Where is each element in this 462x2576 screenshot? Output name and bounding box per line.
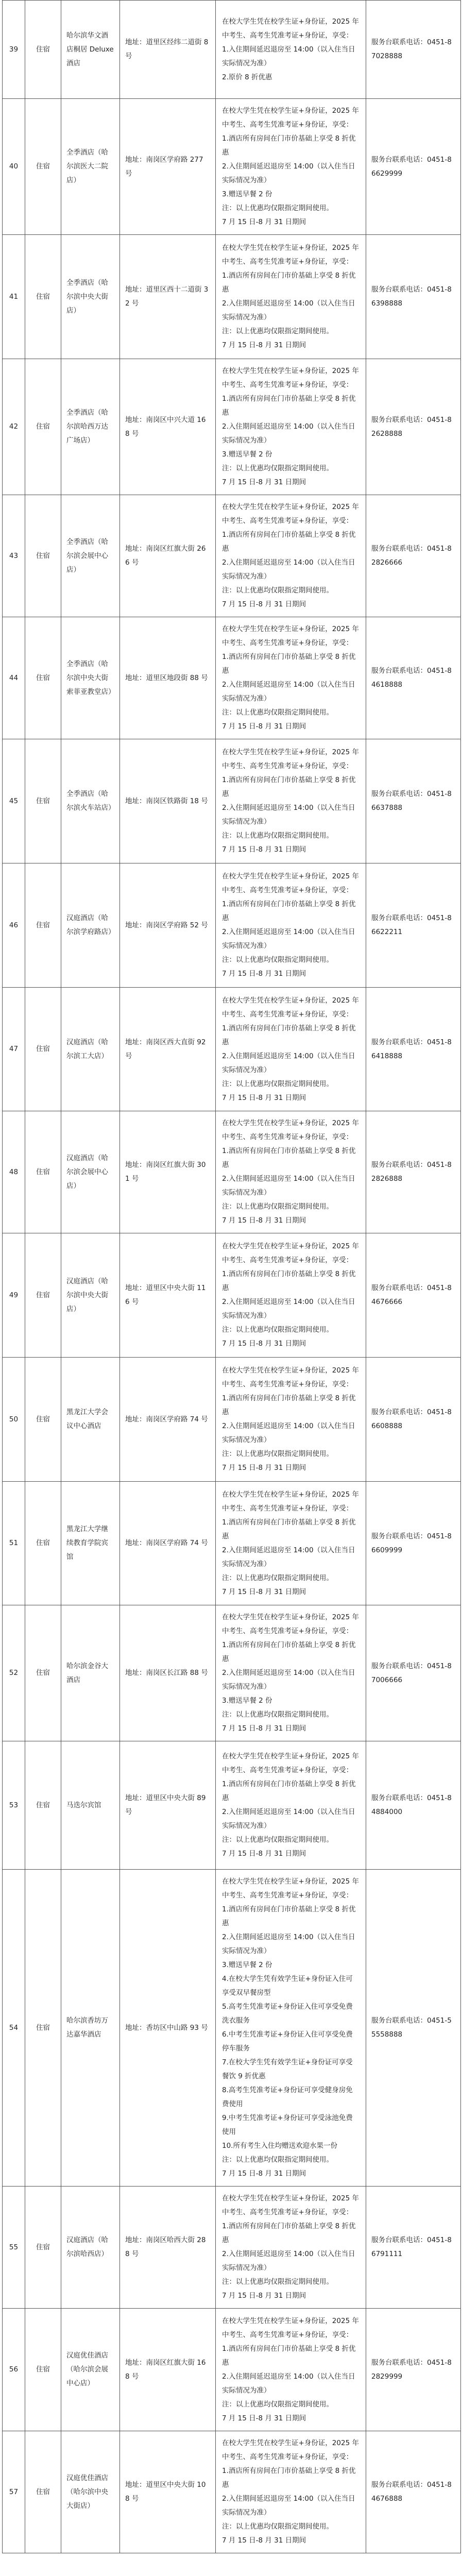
phone-cell: 服务台联系电话：0451-86609999	[366, 1482, 461, 1605]
table-row	[3, 1111, 461, 1233]
policy-cell: 在校大学生凭在校学生证+身份证，2025 年中考生、高考生凭准考证+身份证，享受： 1.酒店所有房间在门市价基础上享受 8 折优惠 2.入住期间延迟退房至 14:00（以入住当日实际情况为准） 注：以上优惠均仅限指定期间使用。 7 月 15 日-8 月 31 日期间	[216, 1111, 366, 1233]
policy-cell: 在校大学生凭在校学生证+身份证，2025 年中考生、高考生凭准考证+身份证，享受： 1.酒店所有房间在门市价基础上享受 8 折优惠 2.入住期间延迟退房至 14:00（以入住当日实际情况为准） 注：以上优惠均仅限指定期间使用。 7 月 15 日-8 月 31 日期间	[216, 1741, 366, 1870]
policy-cell: 在校大学生凭在校学生证+身份证，2025 年中考生、高考生凭准考证+身份证，享受： 1.酒店所有房间在门市价基础上享受 8 折优惠 2.入住期间延迟退房至 14:00（以入住当日实际情况为准） 3.赠送早餐 2 份 4.在校大学生凭有效学生证+身份证入住可享受双早餐房型 5.高考生凭准考证+身份证入住可享受免费洗衣服务 6.中考生凭准考证+身份证入住可享受免费停车服务 7.在校大学生凭有效学生证+身份证可享受餐饮 9 折优惠 8.高考生凭准考证+身份证可享受健身房免费使用 9.中考生凭准考证+身份证可享受泳池免费使用 10.所有考生入住均赠送欢迎水果一份 注：以上优惠均仅限指定期间使用。 7 月 15 日-8 月 31 日期间	[216, 1870, 366, 2187]
category-cell: 住宿	[25, 2309, 61, 2431]
row-number: 48	[3, 1111, 25, 1233]
hotel-name-cell: 全季酒店（哈尔滨火车站店）	[61, 739, 120, 863]
phone-cell: 服务台联系电话：0451-82826666	[366, 495, 461, 617]
table-row	[3, 235, 461, 359]
category-cell: 住宿	[25, 1, 61, 99]
category-cell: 住宿	[25, 235, 61, 359]
hotel-discount-table	[2, 0, 461, 2553]
address-cell: 地址：道里区地段街 88 号	[120, 617, 216, 739]
hotel-name-cell: 全季酒店（哈尔滨会展中心店）	[61, 495, 120, 617]
policy-cell: 在校大学生凭在校学生证+身份证，2025 年中考生、高考生凭准考证+身份证，享受： 1.酒店所有房间在门市价基础上享受 8 折优惠 2.入住期间延迟退房至 14:00（以入住当日实际情况为准） 注：以上优惠均仅限指定期间使用。 7 月 15 日-8 月 31 日期间	[216, 617, 366, 739]
phone-cell: 服务台联系电话：0451-87006666	[366, 1605, 461, 1741]
row-number: 56	[3, 2309, 25, 2431]
category-cell: 住宿	[25, 1870, 61, 2187]
address-cell: 地址：道里区中央大街 89 号	[120, 1741, 216, 1870]
hotel-name-cell: 哈尔滨华文酒店桐居 Deluxe 酒店	[61, 1, 120, 99]
hotel-name-cell: 马迭尔宾馆	[61, 1741, 120, 1870]
address-cell: 地址：香坊区中山路 93 号	[120, 1870, 216, 2187]
address-cell: 地址：道里区经纬二道街 8 号	[120, 1, 216, 99]
row-number: 52	[3, 1605, 25, 1741]
table-row	[3, 739, 461, 863]
category-cell: 住宿	[25, 99, 61, 235]
phone-cell: 服务台联系电话：0451-87028888	[366, 1, 461, 99]
row-number: 40	[3, 99, 25, 235]
policy-cell: 在校大学生凭在校学生证+身份证，2025 年中考生、高考生凭准考证+身份证，享受： 1.酒店所有房间在门市价基础上享受 8 折优惠 2.入住期间延迟退房至 14:00（以入住当日实际情况为准） 注：以上优惠均仅限指定期间使用。 7 月 15 日-8 月 31 日期间	[216, 2187, 366, 2309]
category-cell: 住宿	[25, 863, 61, 988]
table-row	[3, 863, 461, 988]
table-row	[3, 1870, 461, 2187]
phone-cell: 服务台联系电话：0451-82826888	[366, 1111, 461, 1233]
hotel-name-cell: 汉庭酒店（哈尔滨中央大街店）	[61, 1233, 120, 1358]
row-number: 54	[3, 1870, 25, 2187]
policy-cell: 在校大学生凭在校学生证+身份证，2025 年中考生、高考生凭准考证+身份证，享受： 1.酒店所有房间在门市价基础上享受 8 折优惠 2.入住期间延迟退房至 14:00（以入住当日实际情况为准） 注：以上优惠均仅限指定期间使用。 7 月 15 日-8 月 31 日期间	[216, 988, 366, 1111]
hotel-name-cell: 汉庭优佳酒店（哈尔滨中央大街店）	[61, 2431, 120, 2553]
address-cell: 地址：南岗区学府路 277 号	[120, 99, 216, 235]
hotel-name-cell: 汉庭酒店（哈尔滨会展中心店）	[61, 1111, 120, 1233]
row-number: 57	[3, 2431, 25, 2553]
row-number: 42	[3, 359, 25, 495]
row-number: 46	[3, 863, 25, 988]
phone-cell: 服务台联系电话：0451-84676888	[366, 2431, 461, 2553]
address-cell: 地址：南岗区中兴大道 168 号	[120, 359, 216, 495]
hotel-name-cell: 全季酒店（哈尔滨医大二院店）	[61, 99, 120, 235]
hotel-name-cell: 汉庭酒店（哈尔滨哈西店）	[61, 2187, 120, 2309]
phone-cell: 服务台联系电话：0451-84676666	[366, 1233, 461, 1358]
address-cell: 地址：南岗区哈西大街 288 号	[120, 2187, 216, 2309]
phone-cell: 服务台联系电话：0451-86629999	[366, 99, 461, 235]
row-number: 50	[3, 1358, 25, 1482]
hotel-name-cell: 全季酒店（哈尔滨中央大街索菲亚教堂店）	[61, 617, 120, 739]
policy-cell: 在校大学生凭在校学生证+身份证，2025 年中考生、高考生凭准考证+身份证，享受： 1.酒店所有房间在门市价基础上享受 8 折优惠 2.入住期间延迟退房至 14:00（以入住当日实际情况为准） 注：以上优惠均仅限指定期间使用。 7 月 15 日-8 月 31 日期间	[216, 2431, 366, 2553]
table-row	[3, 2431, 461, 2553]
phone-cell: 服务台联系电话：0451-84618888	[366, 617, 461, 739]
row-number: 49	[3, 1233, 25, 1358]
policy-cell: 在校大学生凭在校学生证+身份证，2025 年中考生、高考生凭准考证+身份证，享受： 1.酒店所有房间在门市价基础上享受 8 折优惠 2.入住期间延迟退房至 14:00（以入住当日实际情况为准） 3.赠送早餐 2 份 注：以上优惠均仅限指定期间使用。 7 月 15 日-8 月 31 日期间	[216, 1605, 366, 1741]
category-cell: 住宿	[25, 739, 61, 863]
table-row	[3, 2187, 461, 2309]
phone-cell: 服务台联系电话：0451-86398888	[366, 235, 461, 359]
hotel-name-cell: 全季酒店（哈尔滨哈西万达广场店）	[61, 359, 120, 495]
address-cell: 地址：南岗区西大直街 92 号	[120, 988, 216, 1111]
category-cell: 住宿	[25, 1741, 61, 1870]
table-row	[3, 1741, 461, 1870]
table-row	[3, 495, 461, 617]
table-row	[3, 1482, 461, 1605]
category-cell: 住宿	[25, 1482, 61, 1605]
phone-cell: 服务台联系电话：0451-82628888	[366, 359, 461, 495]
policy-cell: 在校大学生凭在校学生证+身份证，2025 年中考生、高考生凭准考证+身份证，享受： 1.酒店所有房间在门市价基础上享受 8 折优惠 2.入住期间延迟退房至 14:00（以入住当日实际情况为准） 注：以上优惠均仅限指定期间使用。 7 月 15 日-8 月 31 日期间	[216, 739, 366, 863]
policy-cell: 在校大学生凭在校学生证+身份证，2025 年中考生、高考生凭准考证+身份证，享受： 1.酒店所有房间在门市价基础上享受 8 折优惠 2.入住期间延迟退房至 14:00（以入住当日实际情况为准） 3.赠送早餐 2 份 注：以上优惠均仅限指定期间使用。 7 月 15 日-8 月 31 日期间	[216, 99, 366, 235]
address-cell: 地址：南岗区学府路 74 号	[120, 1482, 216, 1605]
category-cell: 住宿	[25, 1233, 61, 1358]
category-cell: 住宿	[25, 359, 61, 495]
address-cell: 地址：南岗区长江路 88 号	[120, 1605, 216, 1741]
table-row	[3, 359, 461, 495]
row-number: 39	[3, 1, 25, 99]
table-row	[3, 1233, 461, 1358]
policy-cell: 在校大学生凭在校学生证+身份证，2025 年中考生、高考生凭准考证+身份证，享受： 1.酒店所有房间在门市价基础上享受 8 折优惠 2.入住期间延迟退房至 14:00（以入住当日实际情况为准） 3.赠送早餐 2 份 注：以上优惠均仅限指定期间使用。 7 月 15 日-8 月 31 日期间	[216, 359, 366, 495]
category-cell: 住宿	[25, 1111, 61, 1233]
address-cell: 地址：南岗区学府路 52 号	[120, 863, 216, 988]
table-row	[3, 1358, 461, 1482]
row-number: 55	[3, 2187, 25, 2309]
address-cell: 地址：南岗区红旗大街 266 号	[120, 495, 216, 617]
hotel-name-cell: 黑龙江大学继续教育学院宾馆	[61, 1482, 120, 1605]
hotel-name-cell: 哈尔滨金谷大酒店	[61, 1605, 120, 1741]
table-body	[3, 1, 461, 2553]
phone-cell: 服务台联系电话：0451-82829999	[366, 2309, 461, 2431]
address-cell: 地址：南岗区红旗大街 301 号	[120, 1111, 216, 1233]
row-number: 45	[3, 739, 25, 863]
row-number: 51	[3, 1482, 25, 1605]
category-cell: 住宿	[25, 988, 61, 1111]
policy-cell: 在校大学生凭在校学生证+身份证，2025 年中考生、高考生凭准考证+身份证，享受： 1.酒店所有房间在门市价基础上享受 8 折优惠 2.入住期间延迟退房至 14:00（以入住当日实际情况为准） 注：以上优惠均仅限指定期间使用。 7 月 15 日-8 月 31 日期间	[216, 1482, 366, 1605]
table-row	[3, 2309, 461, 2431]
hotel-name-cell: 汉庭酒店（哈尔滨学府路店）	[61, 863, 120, 988]
table-row	[3, 617, 461, 739]
address-cell: 地址：南岗区铁路街 18 号	[120, 739, 216, 863]
row-number: 41	[3, 235, 25, 359]
hotel-name-cell: 黑龙江大学会议中心酒店	[61, 1358, 120, 1482]
category-cell: 住宿	[25, 1605, 61, 1741]
phone-cell: 服务台联系电话：0451-86608888	[366, 1358, 461, 1482]
hotel-name-cell: 汉庭酒店（哈尔滨工大店）	[61, 988, 120, 1111]
table-row	[3, 988, 461, 1111]
policy-cell: 在校大学生凭在校学生证+身份证，2025 年中考生、高考生凭准考证+身份证，享受： 1.酒店所有房间在门市价基础上享受 8 折优惠 2.入住期间延迟退房至 14:00（以入住当日实际情况为准） 注：以上优惠均仅限指定期间使用。 7 月 15 日-8 月 31 日期间	[216, 1233, 366, 1358]
address-cell: 地址：南岗区学府路 74 号	[120, 1358, 216, 1482]
row-number: 44	[3, 617, 25, 739]
hotel-name-cell: 哈尔滨香坊万达嘉华酒店	[61, 1870, 120, 2187]
policy-cell: 在校大学生凭在校学生证+身份证，2025 年中考生、高考生凭准考证+身份证，享受： 1.酒店所有房间在门市价基础上享受 8 折优惠 2.入住期间延迟退房至 14:00（以入住当日实际情况为准） 注：以上优惠均仅限指定期间使用。 7 月 15 日-8 月 31 日期间	[216, 2309, 366, 2431]
policy-cell: 在校大学生凭在校学生证+身份证，2025 年中考生、高考生凭准考证+身份证，享受： 1.酒店所有房间在门市价基础上享受 8 折优惠 2.入住期间延迟退房至 14:00（以入住当日实际情况为准） 注：以上优惠均仅限指定期间使用。 7 月 15 日-8 月 31 日期间	[216, 863, 366, 988]
table-row	[3, 1605, 461, 1741]
address-cell: 地址：道里区中央大街 108 号	[120, 2431, 216, 2553]
policy-cell: 在校大学生凭在校学生证+身份证，2025 年中考生、高考生凭准考证+身份证，享受： 1.酒店所有房间在门市价基础上享受 8 折优惠 2.入住期间延迟退房至 14:00（以入住当日实际情况为准） 注：以上优惠均仅限指定期间使用。 7 月 15 日-8 月 31 日期间	[216, 1358, 366, 1482]
policy-cell: 在校大学生凭在校学生证+身份证，2025 年中考生、高考生凭准考证+身份证，享受： 1.酒店所有房间在门市价基础上享受 8 折优惠 2.入住期间延迟退房至 14:00（以入住当日实际情况为准） 注：以上优惠均仅限指定期间使用。 7 月 15 日-8 月 31 日期间	[216, 235, 366, 359]
address-cell: 地址：道里区西十二道街 32 号	[120, 235, 216, 359]
phone-cell: 服务台联系电话：0451-55558888	[366, 1870, 461, 2187]
policy-cell: 在校大学生凭在校学生证+身份证，2025 年中考生、高考生凭准考证+身份证，享受： 1.酒店所有房间在门市价基础上享受 8 折优惠 2.入住期间延迟退房至 14:00（以入住当日实际情况为准） 注：以上优惠均仅限指定期间使用。 7 月 15 日-8 月 31 日期间	[216, 495, 366, 617]
category-cell: 住宿	[25, 1358, 61, 1482]
row-number: 43	[3, 495, 25, 617]
hotel-name-cell: 汉庭优佳酒店（哈尔滨会展中心店）	[61, 2309, 120, 2431]
category-cell: 住宿	[25, 2431, 61, 2553]
address-cell: 地址：南岗区红旗大街 168 号	[120, 2309, 216, 2431]
category-cell: 住宿	[25, 617, 61, 739]
category-cell: 住宿	[25, 2187, 61, 2309]
phone-cell: 服务台联系电话：0451-84884000	[366, 1741, 461, 1870]
category-cell: 住宿	[25, 495, 61, 617]
row-number: 53	[3, 1741, 25, 1870]
phone-cell: 服务台联系电话：0451-86622211	[366, 863, 461, 988]
phone-cell: 服务台联系电话：0451-86637888	[366, 739, 461, 863]
table-row	[3, 1, 461, 99]
address-cell: 地址：道里区中央大街 116 号	[120, 1233, 216, 1358]
policy-cell: 在校大学生凭在校学生证+身份证，2025 年中考生、高考生凭准考证+身份证，享受： 1.入住期间延迟退房至 14:00（以入住当日实际情况为准） 2.原价 8 折优惠	[216, 1, 366, 99]
phone-cell: 服务台联系电话：0451-86418888	[366, 988, 461, 1111]
hotel-name-cell: 全季酒店（哈尔滨中央大街店）	[61, 235, 120, 359]
table-row	[3, 99, 461, 235]
phone-cell: 服务台联系电话：0451-86791111	[366, 2187, 461, 2309]
row-number: 47	[3, 988, 25, 1111]
